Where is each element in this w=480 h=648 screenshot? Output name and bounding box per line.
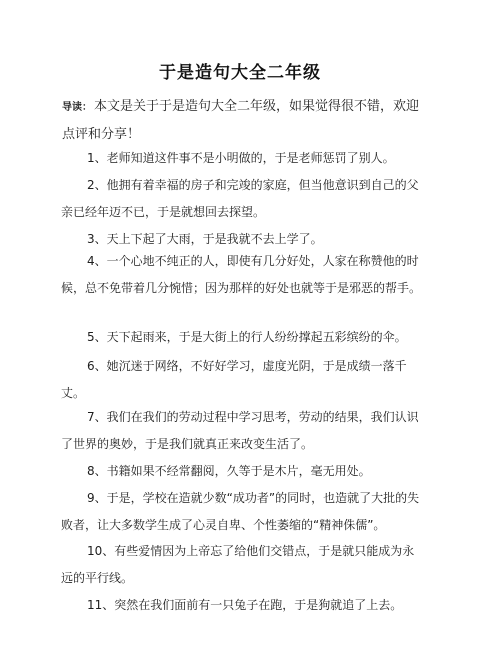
- sentence-item: 7、我们在我们的劳动过程中学习思考，劳动的结果，我们认识了世界的奥妙，于是我们就真正来改变生活了。: [61, 410, 419, 451]
- sentence-item: 4、一个心地不纯正的人，即使有几分好处，人家在称赞他的时候，总不免带着几分惋惜；因为那样的好处也就等于是邪恶的帮手。: [61, 254, 422, 295]
- page-title: 于是造句大全二年级: [159, 63, 321, 83]
- intro-paragraph: [62, 93, 424, 148]
- sentence-item: 9、于是，学校在造就少数“成功者”的同时，也造就了大批的失败者，让大多数学生成了心灵自卑、个性萎缩的“精神侏儒”。: [61, 491, 420, 532]
- sentence-item: 5、天下起雨来，于是大街上的行人纷纷撑起五彩缤纷的伞。: [87, 330, 407, 344]
- sentence-item: 1、老师知道这件事不是小明做的，于是老师惩罚了别人。: [87, 151, 395, 165]
- sentence-item: 3、天上下起了大雨，于是我就不去上学了。: [87, 232, 323, 246]
- sentence-item: 2、他拥有着幸福的房子和完竣的家庭，但当他意识到自己的父亲已经年迈不已，于是就想回去探望。: [61, 178, 419, 219]
- sentence-item: 8、书籍如果不经常翻阅，久等于是木片，毫无用处。: [87, 464, 371, 478]
- intro-lead: 导读：: [62, 102, 92, 113]
- sentence-item: 6、她沉迷于网络，不好好学习，虚度光阴，于是成绩一落千丈。: [61, 359, 407, 400]
- intro-text: 本文是关于于是造句大全二年级，如果觉得很不错，欢迎点评和分享！: [62, 99, 420, 142]
- sentence-item: 10、有些爱情因为上帝忘了给他们交错点，于是就只能成为永远的平行线。: [61, 544, 415, 585]
- sentence-item: 11、突然在我们面前有一只兔子在跑，于是狗就追了上去。: [87, 598, 403, 612]
